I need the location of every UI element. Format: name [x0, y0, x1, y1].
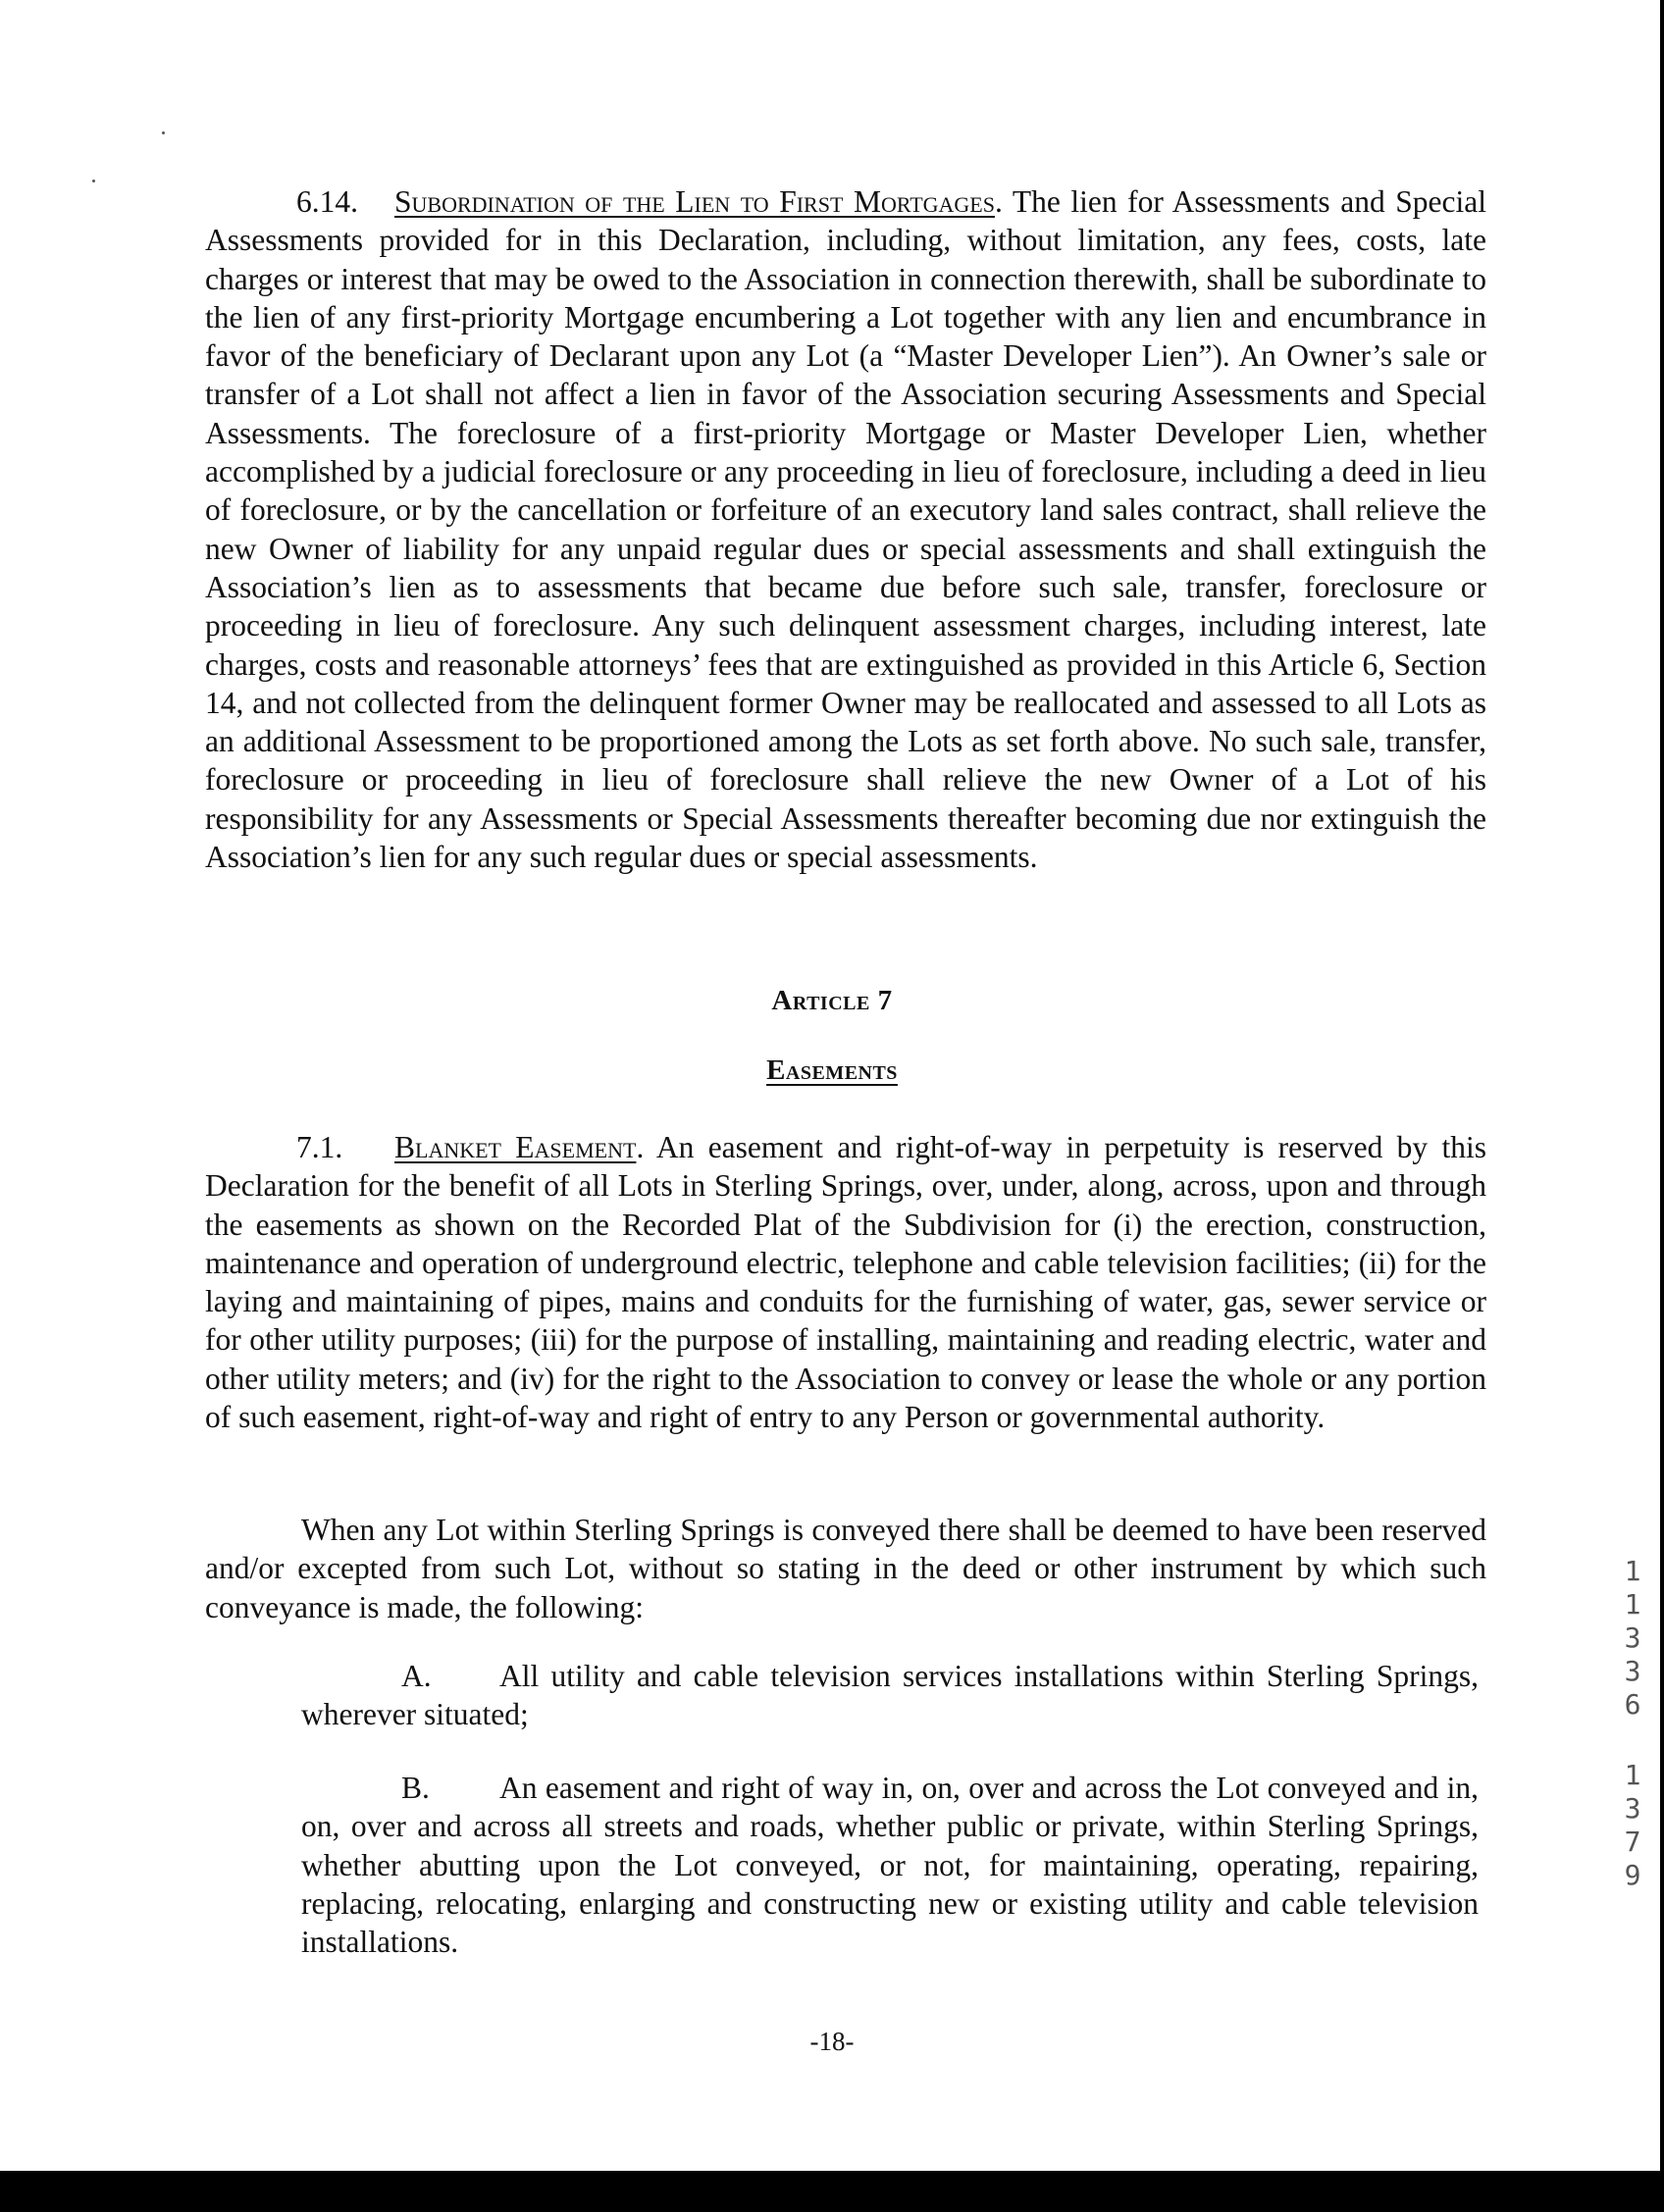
scan-speck	[92, 180, 95, 182]
page-number: -18-	[809, 2027, 855, 2056]
article-title-text: Easements	[766, 1055, 898, 1086]
list-item	[301, 1769, 1479, 1961]
list-item	[301, 1657, 1479, 1734]
article-label: Article 7	[771, 985, 893, 1016]
scan-bottom-border	[0, 2171, 1664, 2212]
conveyance-paragraph: When any Lot within Sterling Springs is conveyed there shall be deemed to have been reserved and/or excepted from such Lot, without so stating in the deed or other instrument by which such conveyance is made, the following:	[205, 1513, 1486, 1624]
section-title: Subordination of the Lien to First Mortgages	[394, 184, 995, 219]
list-item-label: A.	[401, 1659, 432, 1693]
section-number: 6.14.	[296, 184, 358, 219]
section-7-1-paragraph	[205, 1128, 1486, 1436]
section-number: 7.1.	[296, 1130, 343, 1164]
scan-edge-border	[1660, 0, 1664, 2212]
section-6-14-paragraph	[205, 182, 1486, 876]
section-body: . An easement and right-of-way in perpetuity is reserved by this Declaration for the benefit of all Lots in Sterling Springs, over, under, along, across, upon and through the easements as shown on the Recorded Plat of the Subdivision for (i) the erection, construction, maintenance and operation of underground electric, telephone and cable television facilities; (ii) for the laying and maintaining of pipes, mains and conduits for the furnishing of water, gas, sewer service or for other utility purposes; (iii) for the purpose of installing, maintaining and reading electric, water and other utility meters; and (iv) for the right to the Association to convey or lease the whole or any portion of such easement, right-of-way and right of entry to any Person or governmental authority.	[205, 1130, 1486, 1435]
list-item-text: All utility and cable television services installations within Sterling Springs, wherever situated;	[301, 1659, 1479, 1732]
scan-speck	[162, 131, 165, 134]
section-body: . The lien for Assessments and Special Assessments provided for in this Declaration, including, without limitation, any fees, costs, late charges or interest that may be owed to the Association in connection therewith, shall be subordinate to the lien of any first-priority Mortgage encumbering a Lot together with any lien and encumbrance in favor of the beneficiary of Declarant upon any Lot (a “Master Developer Lien”). An Owner’s sale or transfer of a Lot shall not affect a lien in favor of the Association securing Assessments and Special Assessments. The foreclosure of a first-priority Mortgage or Master Developer Lien, whether accomplished by a judicial foreclosure or any proceeding in lieu of foreclosure, including a deed in lieu of foreclosure, or by the cancellation or forfeiture of an executory land sales contract, shall relieve the new Owner of liability for any unpaid regular dues or special assessments and shall extinguish the Association’s lien as to assessments that became due before such sale, transfer, foreclosure or proceeding in lieu of foreclosure. Any such delinquent assessment charges, including interest, late charges, costs and reasonable attorneys’ fees that are extinguished as provided in this Article 6, Section 14, and not collected from the delinquent former Owner may be reallocated and assessed to all Lots as an additional Assessment to be proportioned among the Lots as set forth above. No such sale, transfer, foreclosure or proceeding in lieu of foreclosure shall relieve the new Owner of a Lot of his responsibility for any Assessments or Special Assessments thereafter becoming due nor extinguish the Association’s lien for any such regular dues or special assessments.	[205, 184, 1486, 875]
article-title	[0, 1055, 1664, 1087]
list-item-label: B.	[401, 1771, 430, 1805]
list-item-text: An easement and right of way in, on, over and across the Lot conveyed and in, on, over and across all streets and roads, whether public or private, within Sterling Springs, whether abutting upon the Lot conveyed, or not, for maintaining, operating, repairing, replacing, relocating, enlarging and constructing new or existing utility and cable television installations.	[301, 1771, 1479, 1960]
recording-stamp-upper: 11336	[1624, 1555, 1641, 1721]
recording-stamp-lower: 1379	[1624, 1759, 1641, 1891]
section-title: Blanket Easement	[394, 1130, 637, 1164]
